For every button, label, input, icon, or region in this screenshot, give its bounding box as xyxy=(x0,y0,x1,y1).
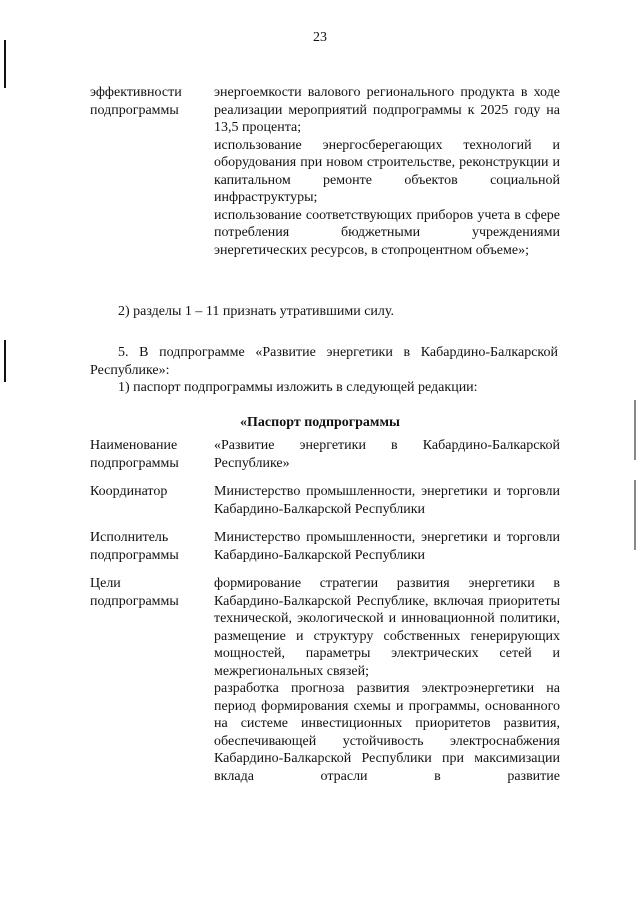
scan-mark-left-2 xyxy=(4,340,6,382)
scan-mark-right-2 xyxy=(634,480,636,550)
efficiency-item: энергоемкости валового регионального продукта в ходе реализации мероприятий подпрограммы к 2025 году на 13,5 процента; xyxy=(214,85,560,135)
efficiency-label: эффективности подпрограммы xyxy=(90,85,182,118)
passport-row-label: Цели подпрограммы xyxy=(90,576,179,609)
efficiency-row xyxy=(90,84,560,284)
paragraph-5: 5. В подпрограмме «Развитие энергетики в Кабардино-Балкарской Республике»: xyxy=(90,345,558,378)
efficiency-item: использование энергосберегающих технологий и оборудования при новом строительстве, реконструкции и капитальном ремонте объектов социальной инфраструктуры; xyxy=(214,137,560,205)
passport-row-coordinator xyxy=(90,483,560,519)
goal-item: формирование стратегии развития энергетики в Кабардино-Балкарской Республике, включая приоритеты технической, экологической и инновационной политики, размещение и структуру собственных генерирующих мощностей, параметры электрических сетей и межрегиональных связей; xyxy=(214,576,560,679)
passport-row-value: Министерство промышленности, энергетики и торговли Кабардино-Балкарской Республики xyxy=(214,530,560,563)
passport-row-label: Координатор xyxy=(90,484,168,499)
scan-mark-left-1 xyxy=(4,40,6,88)
passport-row-label: Наименование подпрограммы xyxy=(90,438,179,471)
passport-row-executor xyxy=(90,529,560,565)
efficiency-item: использование соответствующих приборов учета в сфере потребления бюджетными учреждениями энергетических ресурсов, в стопроцентном объеме»; xyxy=(214,207,560,258)
passport-row-value: «Развитие энергетики в Кабардино-Балкарской Республике» xyxy=(214,438,560,471)
passport-row-name xyxy=(90,437,560,473)
paragraph-sections-void: 2) разделы 1 – 11 признать утратившими силу. xyxy=(118,304,395,319)
passport-row-goals xyxy=(90,575,560,835)
passport-row-label: Исполнитель подпрограммы xyxy=(90,530,179,563)
goal-item: разработка прогноза развития электроэнергетики на период формирования схемы и программы, основанного на системе инвестиционных приоритетов развития, обеспечивающей устойчивость электроснабжения Кабардино-Балкарской Республики при максимизации вклада отрасли в развитие xyxy=(214,681,560,784)
passport-row-value: Министерство промышленности, энергетики и торговли Кабардино-Балкарской Республики xyxy=(214,484,560,517)
passport-row-value xyxy=(214,575,560,785)
passport-title: «Паспорт подпрограммы xyxy=(240,415,400,430)
page-number: 23 xyxy=(313,30,327,45)
efficiency-items xyxy=(214,84,560,259)
paragraph-5-1: 1) паспорт подпрограммы изложить в следующей редакции: xyxy=(118,380,478,395)
